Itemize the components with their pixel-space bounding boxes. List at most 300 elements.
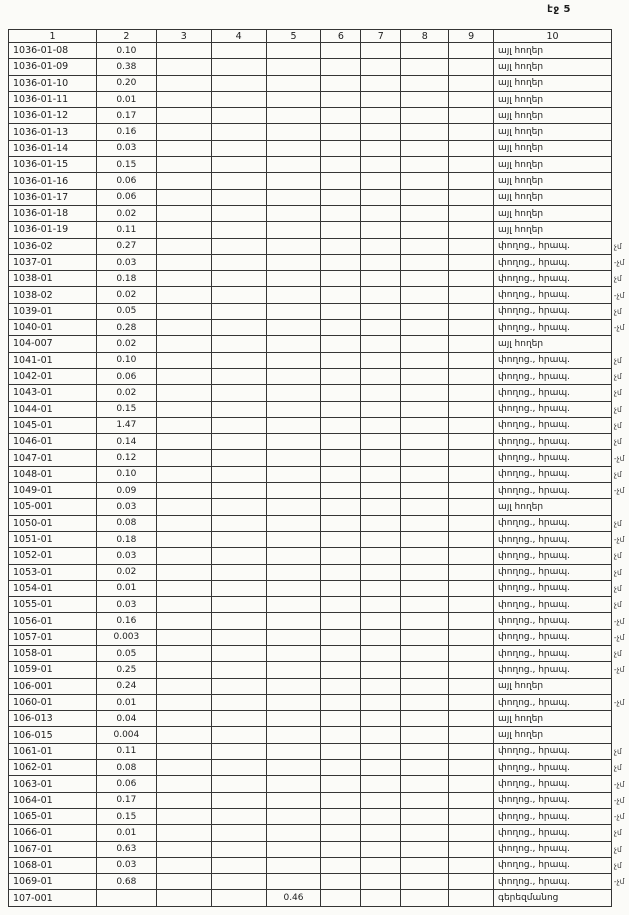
table-cell: 1065-01 [9,808,97,824]
table-cell [156,254,211,270]
table-row [9,711,629,727]
table-row [9,59,629,75]
table-cell [321,613,361,629]
table-cell [361,776,401,792]
table-cell: 1036-01-08 [9,43,97,59]
table-cell [449,515,494,531]
table-cell [266,254,321,270]
table-cell [156,613,211,629]
table-cell [266,157,321,173]
table-cell [321,760,361,776]
table-cell [266,645,321,661]
margin-mark: չմ [613,420,622,430]
table-cell: 0.15 [96,401,156,417]
table-cell: 0.03 [96,140,156,156]
table-cell [266,238,321,254]
table-cell [266,515,321,531]
table-cell [156,874,211,890]
table-cell: 1059-01 [9,662,97,678]
table-cell: 1055-01 [9,597,97,613]
table-row [9,287,629,303]
table-cell [449,499,494,515]
table-cell: 1036-01-15 [9,157,97,173]
table-cell [401,727,449,743]
margin-mark: չմ [613,860,622,870]
margin-mark: չմ [613,600,622,610]
table-cell [211,108,266,124]
table-cell [211,352,266,368]
table-cell: փողոց., հրապ. [494,483,612,499]
table-cell [361,417,401,433]
table-cell [321,662,361,678]
table-cell [156,43,211,59]
table-cell [321,645,361,661]
table-cell [266,613,321,629]
table-cell: 1061-01 [9,743,97,759]
table-cell [401,483,449,499]
table-cell [401,857,449,873]
table-cell [449,417,494,433]
table-cell: 0.01 [96,91,156,107]
table-row [9,564,629,580]
margin-mark: չմ [613,649,622,659]
table-cell [321,597,361,613]
table-cell [211,808,266,824]
table-cell: 0.17 [96,792,156,808]
table-cell [321,336,361,352]
table-cell: 0.05 [96,645,156,661]
table-cell: 1038-02 [9,287,97,303]
table-cell [449,808,494,824]
page-number-label: էջ 5 [547,4,571,15]
table-cell: 107-001 [9,890,97,906]
table-cell [266,352,321,368]
table-cell [401,841,449,857]
table-row [9,808,629,824]
table-cell [321,727,361,743]
table-cell: այլ հողեր [494,43,612,59]
table-cell [266,108,321,124]
table-cell: 0.10 [96,466,156,482]
table-cell [211,662,266,678]
table-cell: 1036-02 [9,238,97,254]
table-cell: 0.25 [96,662,156,678]
table-cell: 104-007 [9,336,97,352]
table-cell: փողոց., հրապ. [494,320,612,336]
table-cell: այլ հողեր [494,222,612,238]
table-cell [266,320,321,336]
table-cell [156,189,211,205]
table-cell [266,694,321,710]
table-cell [361,857,401,873]
table-cell [321,189,361,205]
table-cell [211,75,266,91]
table-cell [211,320,266,336]
table-row [9,140,629,156]
table-cell [321,108,361,124]
margin-mark [611,173,628,189]
table-cell [156,417,211,433]
table-cell [156,531,211,547]
table-cell [266,662,321,678]
table-cell [156,271,211,287]
table-cell [321,254,361,270]
margin-mark [611,222,628,238]
table-cell [449,303,494,319]
table-cell: 0.16 [96,124,156,140]
table-cell: փողոց., հրապ. [494,531,612,547]
table-row [9,629,629,645]
table-cell [449,434,494,450]
table-cell [266,808,321,824]
table-cell [156,385,211,401]
table-cell: 1040-01 [9,320,97,336]
table-cell [401,613,449,629]
table-cell: 0.04 [96,711,156,727]
table-cell: այլ հողեր [494,91,612,107]
table-cell [156,401,211,417]
table-cell [401,499,449,515]
table-cell [401,825,449,841]
table-cell [449,857,494,873]
table-cell [156,303,211,319]
table-cell: 0.17 [96,108,156,124]
table-cell [211,368,266,384]
table-cell [449,580,494,596]
table-cell [321,629,361,645]
margin-mark: չմ [613,437,622,447]
table-cell: 0.16 [96,613,156,629]
table-cell [361,580,401,596]
table-cell [211,238,266,254]
table-cell [361,352,401,368]
table-cell [156,694,211,710]
table-cell: փողոց., հրապ. [494,825,612,841]
table-cell [156,157,211,173]
table-cell: 1047-01 [9,450,97,466]
table-cell [361,368,401,384]
table-cell [321,75,361,91]
table-row [9,254,629,270]
table-cell [401,531,449,547]
table-cell: 106-001 [9,678,97,694]
margin-mark [611,140,628,156]
table-row [9,222,629,238]
table-cell: 1062-01 [9,760,97,776]
table-cell: փողոց., հրապ. [494,743,612,759]
table-cell: 0.03 [96,254,156,270]
table-cell [211,629,266,645]
table-cell [211,189,266,205]
table-cell [401,678,449,694]
margin-mark [611,336,628,352]
table-cell: 1069-01 [9,874,97,890]
table-cell [449,466,494,482]
margin-mark: չմ [613,404,622,414]
table-cell [401,385,449,401]
table-cell [449,205,494,221]
table-cell: 1036-01-16 [9,173,97,189]
table-cell [449,678,494,694]
table-cell: 1048-01 [9,466,97,482]
table-row [9,890,629,906]
margin-mark [611,890,628,906]
margin-mark: -չմ [613,877,625,887]
column-header: 7 [361,30,401,43]
table-cell: փողոց., հրապ. [494,597,612,613]
header-row [9,30,629,43]
table-cell [361,694,401,710]
table-row [9,548,629,564]
table-cell [211,645,266,661]
table-row [9,580,629,596]
table-cell: փողոց., հրապ. [494,548,612,564]
table-cell: 1037-01 [9,254,97,270]
table-cell [449,43,494,59]
table-cell [156,222,211,238]
table-cell [361,629,401,645]
table-cell [401,320,449,336]
column-header: 10 [494,30,612,43]
table-cell: 1054-01 [9,580,97,596]
table-row [9,450,629,466]
table-cell: 0.27 [96,238,156,254]
table-cell [361,254,401,270]
table-cell [401,466,449,482]
table-cell: 0.01 [96,825,156,841]
table-cell [401,157,449,173]
margin-spacer [611,30,628,43]
table-cell [156,808,211,824]
table-cell: 0.46 [266,890,321,906]
table-cell [401,91,449,107]
table-cell: այլ հողեր [494,189,612,205]
table-cell [321,499,361,515]
table-row [9,108,629,124]
table-cell: փողոց., հրապ. [494,580,612,596]
table-cell [321,238,361,254]
table-cell: այլ հողեր [494,205,612,221]
table-cell [361,874,401,890]
table-cell [321,678,361,694]
table-cell [211,890,266,906]
table-cell [361,531,401,547]
table-cell [266,336,321,352]
table-cell: 1043-01 [9,385,97,401]
table-cell [156,580,211,596]
table-cell [266,205,321,221]
table-cell [266,825,321,841]
margin-mark: չմ [613,372,622,382]
table-cell: 1036-01-19 [9,222,97,238]
table-cell [156,205,211,221]
table-cell [401,434,449,450]
table-cell: փողոց., հրապ. [494,385,612,401]
table-cell [156,434,211,450]
margin-mark [611,678,628,694]
table-cell [401,336,449,352]
table-row [9,75,629,91]
table-cell [449,874,494,890]
table-cell [401,711,449,727]
margin-mark: -չմ [613,323,625,333]
table-cell [211,564,266,580]
table-row [9,385,629,401]
table-cell: այլ հողեր [494,727,612,743]
table-cell [156,645,211,661]
table-cell [449,597,494,613]
table-cell [321,401,361,417]
table-cell: այլ հողեր [494,124,612,140]
table-cell: 0.02 [96,564,156,580]
table-cell [211,336,266,352]
table-cell [156,336,211,352]
table-cell [449,694,494,710]
table-cell [361,385,401,401]
table-cell: 0.05 [96,303,156,319]
table-row [9,597,629,613]
table-cell: 0.15 [96,157,156,173]
table-row [9,531,629,547]
table-cell [449,760,494,776]
table-row [9,238,629,254]
table-cell: 1045-01 [9,417,97,433]
table-cell [266,760,321,776]
table-cell [266,711,321,727]
table-row [9,825,629,841]
table-cell [401,890,449,906]
table-cell [321,857,361,873]
table-cell [211,613,266,629]
table-cell [156,59,211,75]
table-row [9,401,629,417]
table-cell [321,711,361,727]
margin-mark: -չմ [613,632,625,642]
table-cell [401,580,449,596]
margin-mark: չմ [613,828,622,838]
table-cell [361,320,401,336]
table-cell [449,531,494,547]
column-header: 6 [321,30,361,43]
table-cell [361,515,401,531]
table-cell [361,238,401,254]
table-cell [266,434,321,450]
table-cell [401,287,449,303]
table-cell [449,450,494,466]
table-cell: այլ հողեր [494,678,612,694]
table-row [9,499,629,515]
table-cell [321,140,361,156]
table-cell [211,792,266,808]
table-cell [211,157,266,173]
table-cell [401,401,449,417]
table-cell [266,450,321,466]
table-cell: 1.47 [96,417,156,433]
table-cell [401,450,449,466]
table-cell [156,352,211,368]
column-header: 5 [266,30,321,43]
table-cell: փողոց., հրապ. [494,287,612,303]
margin-mark [611,727,628,743]
table-cell: 0.02 [96,385,156,401]
table-cell [211,580,266,596]
table-cell: 1063-01 [9,776,97,792]
table-cell [211,548,266,564]
table-row [9,271,629,287]
table-cell [401,124,449,140]
table-cell: 0.02 [96,287,156,303]
table-cell [211,124,266,140]
table-cell [266,857,321,873]
table-cell: փողոց., հրապ. [494,401,612,417]
table-cell [156,743,211,759]
table-cell: այլ հողեր [494,140,612,156]
table-cell [401,205,449,221]
table-cell: 0.28 [96,320,156,336]
table-cell [266,303,321,319]
table-cell [266,287,321,303]
table-cell [321,43,361,59]
table-row [9,727,629,743]
table-cell: 0.06 [96,173,156,189]
table-cell: 1036-01-11 [9,91,97,107]
table-cell [361,499,401,515]
table-cell [211,434,266,450]
table-cell: 0.02 [96,205,156,221]
margin-mark: -չմ [613,698,625,708]
table-cell [156,450,211,466]
table-cell [401,694,449,710]
table-row [9,352,629,368]
column-header: 2 [96,30,156,43]
margin-mark [611,59,628,75]
table-cell [156,368,211,384]
table-cell [266,678,321,694]
table-row [9,743,629,759]
margin-mark: չմ [613,567,622,577]
table-cell: այլ հողեր [494,75,612,91]
table-cell: 0.01 [96,580,156,596]
table-cell [211,694,266,710]
table-cell: 1056-01 [9,613,97,629]
table-row [9,336,629,352]
table-cell: 0.03 [96,548,156,564]
table-cell: 1036-01-18 [9,205,97,221]
table-cell [449,336,494,352]
margin-mark [611,499,628,515]
table-cell [401,271,449,287]
table-cell [321,303,361,319]
table-cell [156,678,211,694]
table-cell: 1036-01-17 [9,189,97,205]
table-cell [401,43,449,59]
table-cell: այլ հողեր [494,499,612,515]
table-cell: 1052-01 [9,548,97,564]
table-row [9,303,629,319]
table-cell [266,597,321,613]
table-cell [321,173,361,189]
table-row [9,483,629,499]
table-cell [266,483,321,499]
table-cell [156,890,211,906]
table-cell: փողոց., հրապ. [494,792,612,808]
table-cell [361,450,401,466]
table-cell [156,776,211,792]
table-cell [449,662,494,678]
table-cell: 0.06 [96,776,156,792]
table-cell [401,548,449,564]
table-cell: 0.20 [96,75,156,91]
